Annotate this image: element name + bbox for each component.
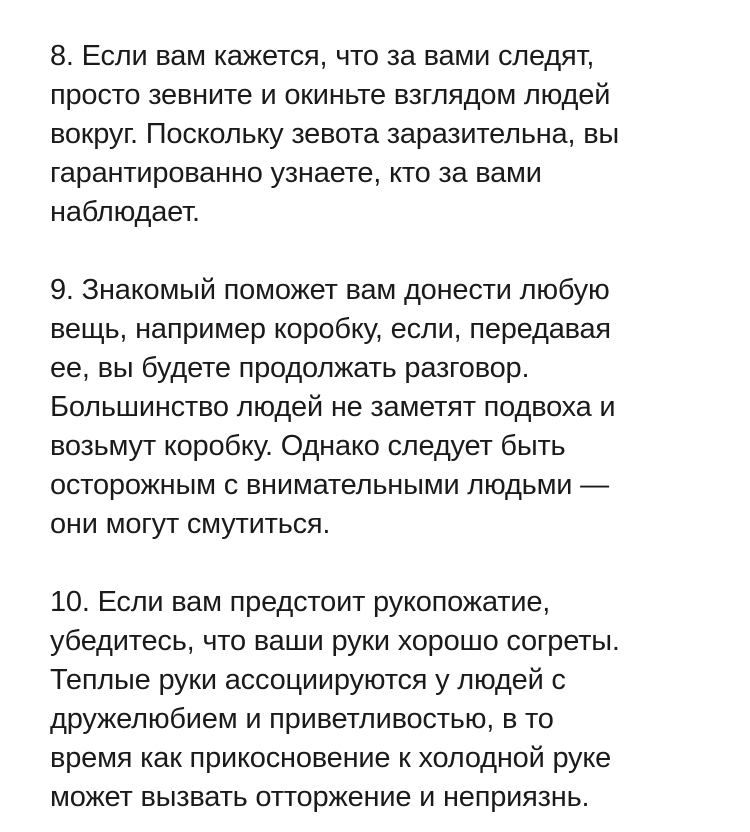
tip-line: 8. Если вам кажется, что за вами следят, xyxy=(50,40,595,72)
tip-line: вокруг. Поскольку зевота заразительна, вы xyxy=(50,118,620,150)
tip-line: время как прикосновение к холодной руке xyxy=(50,742,612,774)
tips-document xyxy=(50,37,730,817)
tip-line: наблюдает. xyxy=(50,196,200,228)
tip-line: осторожным с внимательными людьми — xyxy=(50,469,609,501)
tip-line: дружелюбием и приветливостью, в то xyxy=(50,703,554,735)
tip-10 xyxy=(50,583,730,817)
tip-line: ее, вы будете продолжать разговор. xyxy=(50,352,530,384)
tip-line: они могут смутиться. xyxy=(50,508,331,540)
tip-line: возьмут коробку. Однако следует быть xyxy=(50,430,566,462)
tip-line: убедитесь, что ваши руки хорошо согреты. xyxy=(50,625,620,657)
tip-line: гарантированно узнаете, кто за вами xyxy=(50,157,542,189)
tip-line: Большинство людей не заметят подвоха и xyxy=(50,391,616,423)
tip-line: Теплые руки ассоциируются у людей с xyxy=(50,664,566,696)
tip-line: 9. Знакомый поможет вам донести любую xyxy=(50,274,610,306)
tip-line: просто зевните и окиньте взглядом людей xyxy=(50,79,611,111)
tip-9 xyxy=(50,271,730,544)
tip-8 xyxy=(50,37,730,232)
tip-line: может вызвать отторжение и неприязнь. xyxy=(50,781,590,813)
tip-line: 10. Если вам предстоит рукопожатие, xyxy=(50,586,551,618)
tip-line: вещь, например коробку, если, передавая xyxy=(50,313,611,345)
